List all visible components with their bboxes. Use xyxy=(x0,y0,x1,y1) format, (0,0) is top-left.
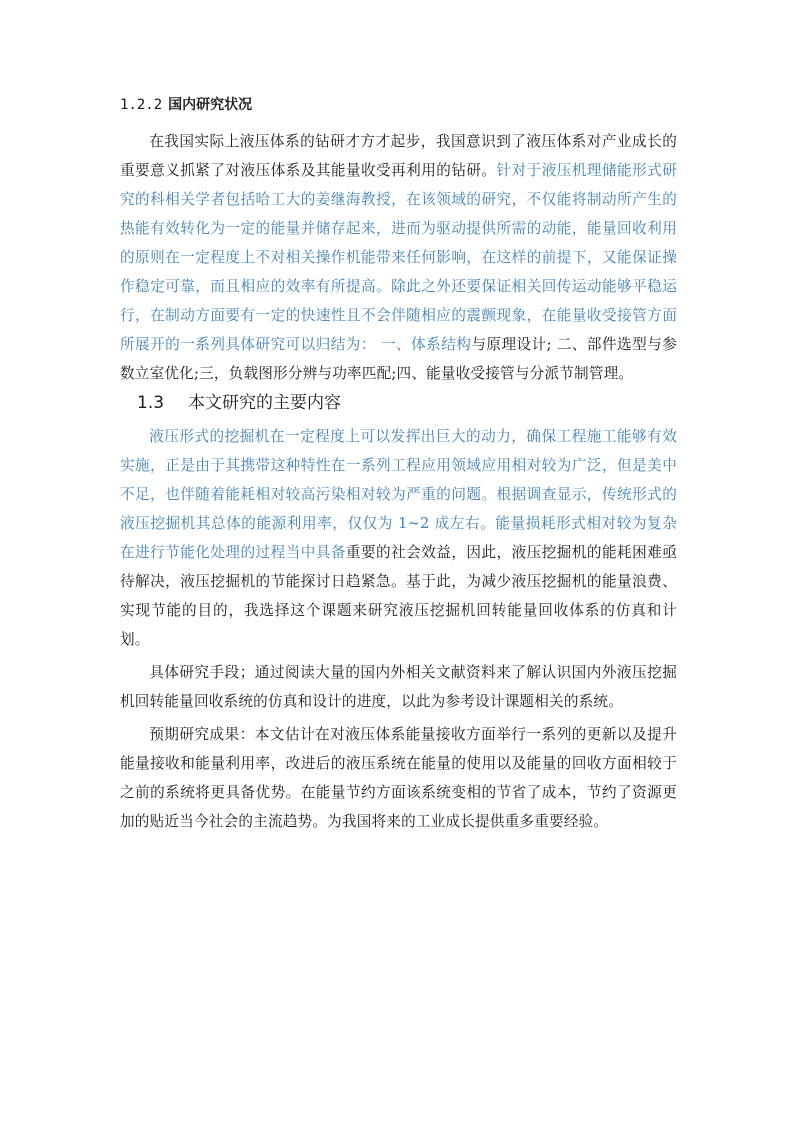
paragraph-text: 预期研究成果：本文估计在对液压体系能量接收方面举行一系列的更新以及提升能量接收和能量利用率，改进后的液压系统在能量的使用以及能量的回收方面相较于之前的系统将更具备优势。在能量节约方面该系统变相的节省了成本，节约了资源更加的贴近当今社会的主流趋势。为我国将来的工业成长提供重多重要经验。 xyxy=(120,726,677,830)
paragraph-text: 与原理设计; 二、部件选型与参数立室优化;三，负载图形分辨与功率匹配;四、能量收受接管与分派节制管理。 xyxy=(120,336,677,382)
section-number: 1.3 xyxy=(137,393,165,413)
highlighted-text: 液压形式的挖掘机在一定程度上可以发挥出巨大的动力，确保工程施工能够有效实施，正是由于其携带这种特性在一系列工程应用领域应用相对较为广泛，但是美中不足，也伴随着能耗相对较高污染相对较为严重的问题。根据调查显示，传统形式的液压挖掘机其总体的能源利用率，仅仅为 1~2 成左右。能量损耗形式相对较为复杂在进行节能化处理的过程当中具备 xyxy=(120,428,677,561)
section-heading-1-2-2 xyxy=(120,93,677,117)
paragraph-text: 重要的社会效益，因此，液压挖掘机的能耗困难亟待解决，液压挖掘机的节能探讨日趋紧急。基于此，为减少液压挖掘机的能量浪费、实现节能的目的，我选择这个课题来研究液压挖掘机回转能量回收体系的仿真和计划。 xyxy=(120,544,677,648)
section-number: 1.2.2 xyxy=(120,97,163,113)
paragraph-research-methods xyxy=(120,658,677,716)
page-content xyxy=(120,93,677,836)
paragraph-text: 具体研究手段；通过阅读大量的国内外相关文献资料来了解认识国内外液压挖掘机回转能量回收系统的仿真和设计的进度，以此为参考设计课题相关的系统。 xyxy=(120,664,677,710)
paragraph-main-content xyxy=(120,422,677,654)
section-heading-1-3 xyxy=(137,390,677,416)
paragraph-expected-results xyxy=(120,720,677,836)
section-title: 本文研究的主要内容 xyxy=(188,393,342,413)
highlighted-text: 针对于液压机理储能形式研究的科相关学者包括哈工大的姜继海教授，在该领域的研究，不仅能将制动所产生的热能有效转化为一定的能量并储存起来，进而为驱动提供所需的动能，能量回收利用的原则在一定程度上不对相关操作机能带来任何影响，在这样的前提下，又能保证操作稳定可靠，而且相应的效率有所提高。除此之外还要保证相关回传运动能够平稳运行，在制动方面要有一定的快速性且不会伴随相应的震颤现象，在能量收受接管方面所展开的一系列具体研究可以归结为： 一、体系结构 xyxy=(120,162,677,353)
paragraph-domestic-research xyxy=(120,127,677,388)
section-title: 国内研究状况 xyxy=(168,97,253,113)
paragraph-text: 在我国实际上液压体系的钻研才方才起步，我国意识到了液压体系对产业成长的重要意义抓紧了对液压体系及其能量收受再利用的钻研。 xyxy=(120,133,677,179)
